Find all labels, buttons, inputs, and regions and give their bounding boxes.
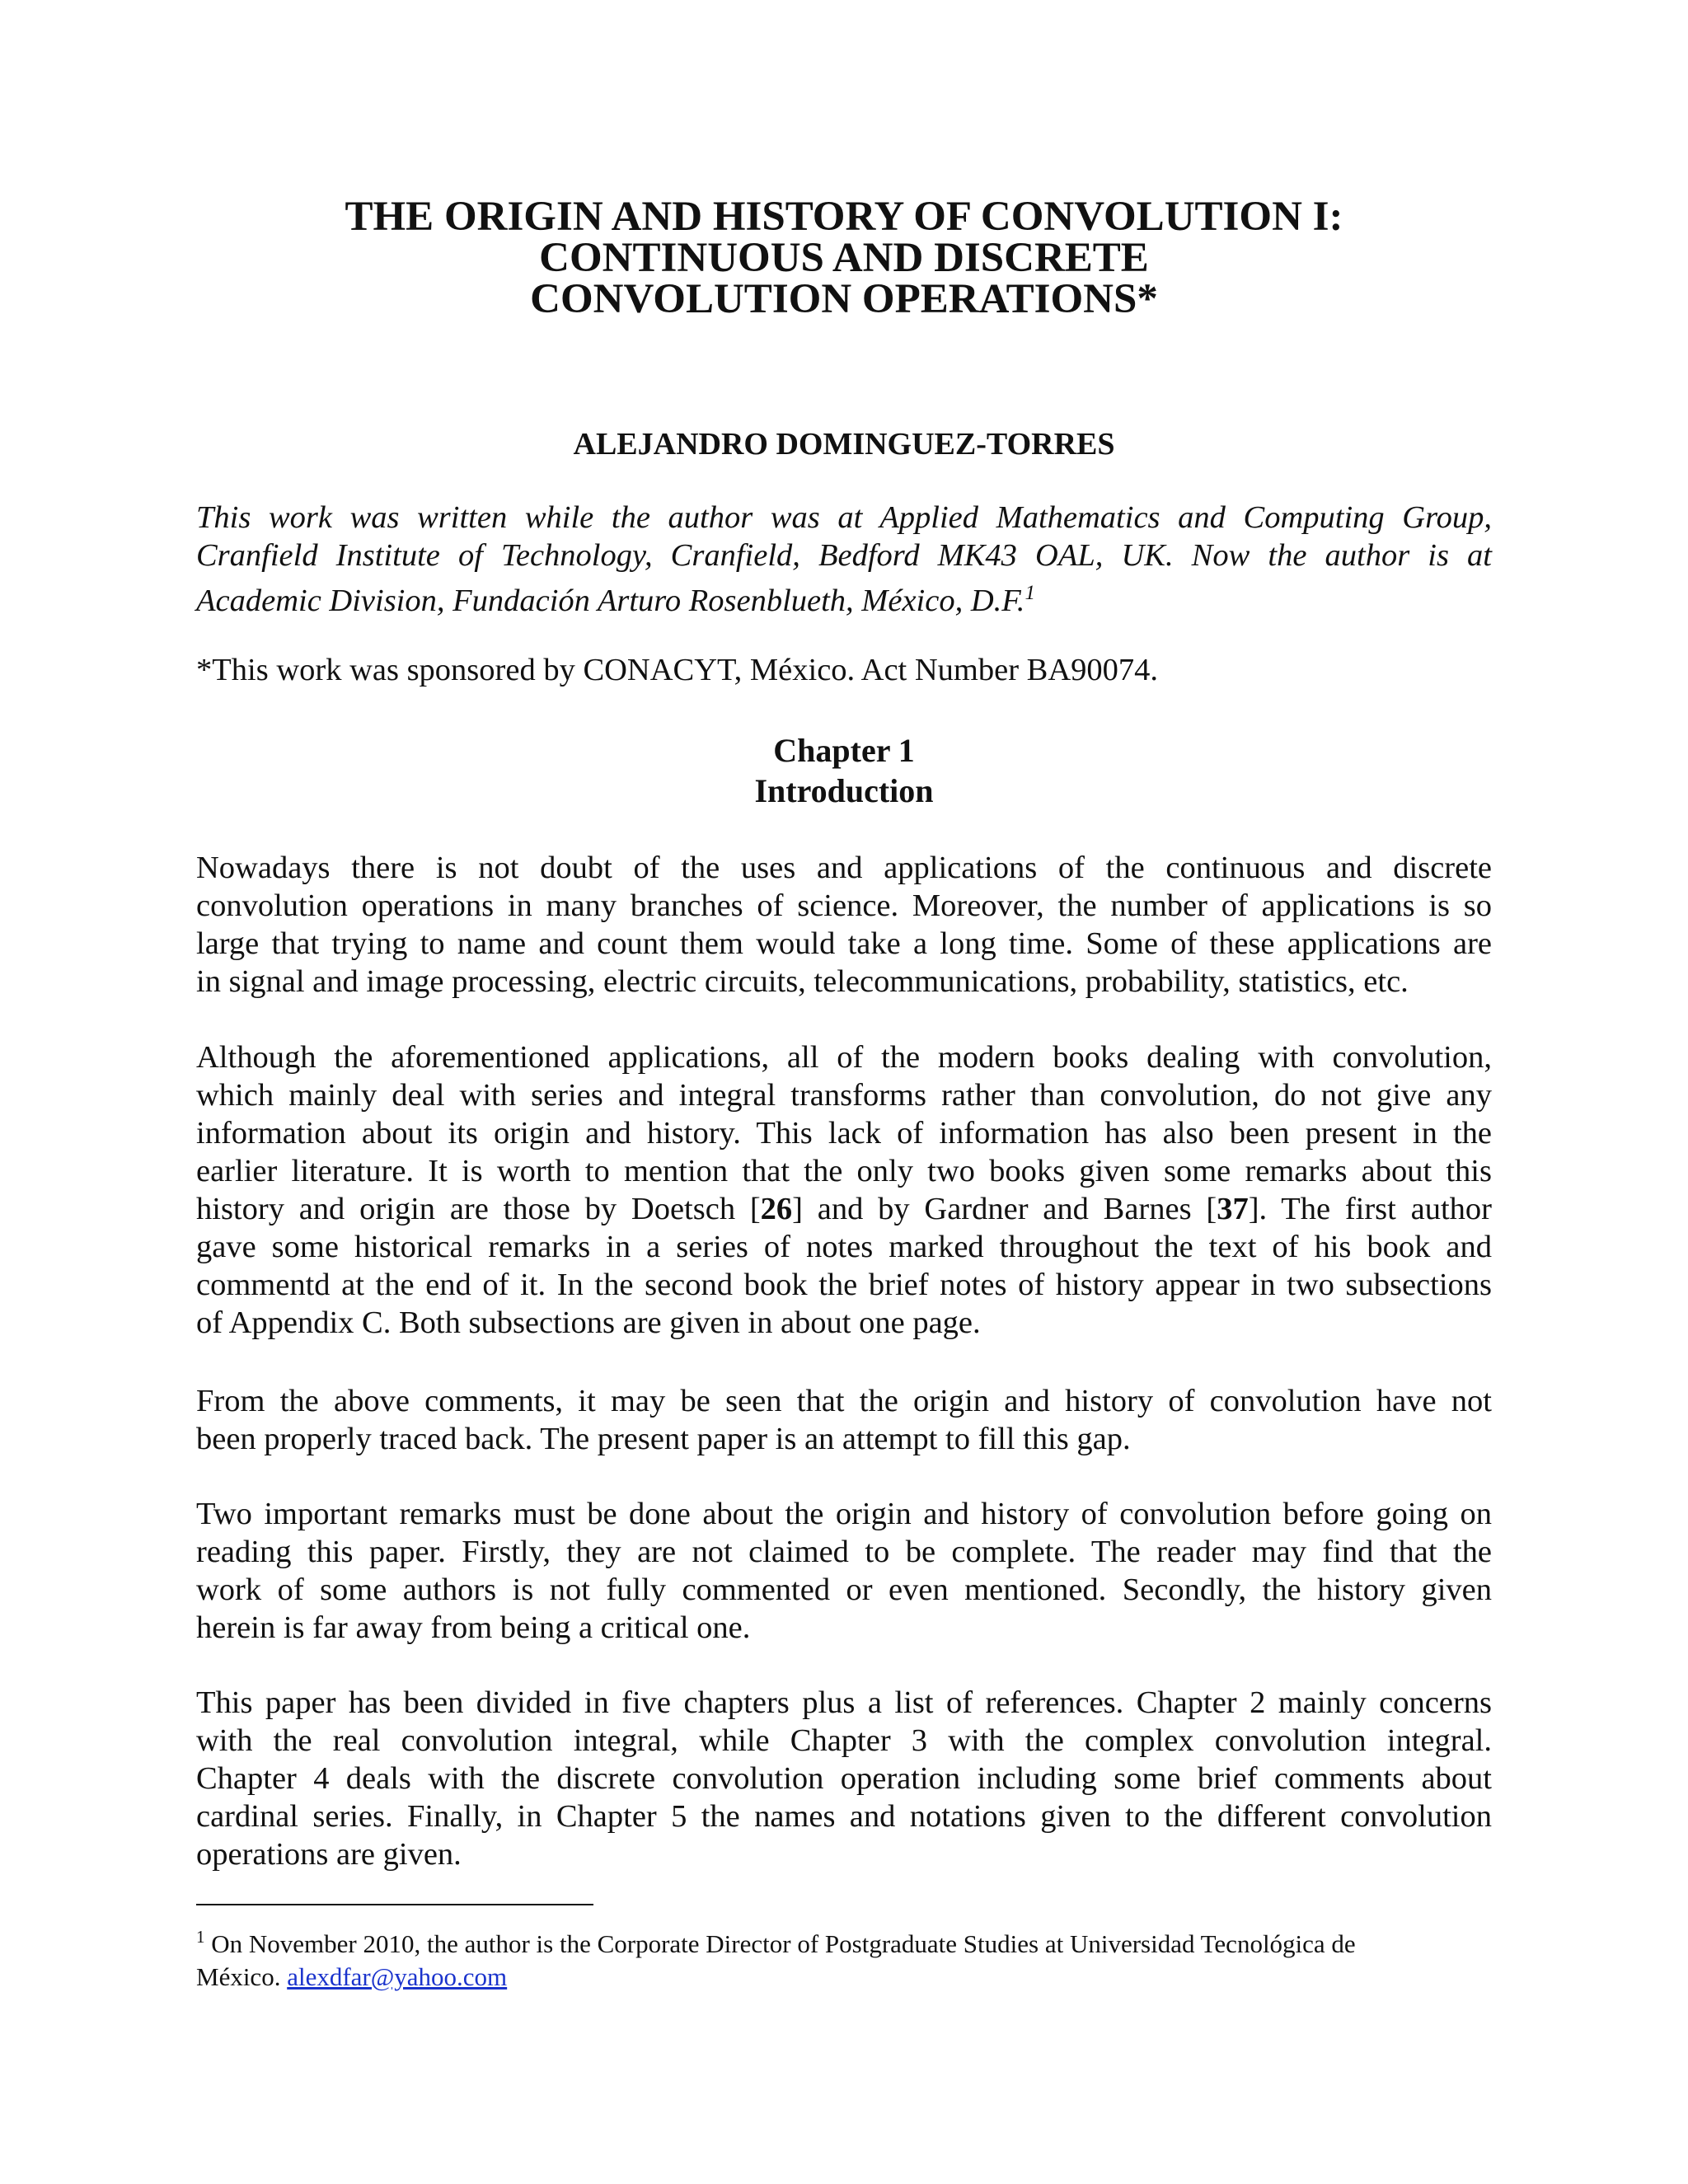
affiliation-line bbox=[196, 574, 1492, 618]
paragraph-line: work of some authors is not fully commented or even mentioned. Secondly, the history given bbox=[196, 1572, 1492, 1607]
footnote-line bbox=[196, 1961, 1515, 1994]
text-segment: history and origin are those by Doetsch [ bbox=[196, 1192, 761, 1226]
paragraph-line: of Appendix C. Both subsections are given in about one page. bbox=[196, 1305, 981, 1340]
paragraph-line: herein is far away from being a critical one. bbox=[196, 1610, 751, 1645]
footnote-divider bbox=[196, 1904, 593, 1905]
paper-title bbox=[0, 196, 1688, 320]
footnote-line bbox=[196, 1920, 1515, 1961]
paragraph-line: with the real convolution integral, while Chapter 3 with the complex convolution integral. bbox=[196, 1723, 1492, 1758]
paragraph-intro bbox=[196, 849, 1492, 1001]
text-segment: ] and by Gardner and Barnes [ bbox=[792, 1192, 1217, 1226]
paragraph-line: Nowadays there is not doubt of the uses and applications of the continuous and discrete bbox=[196, 851, 1492, 885]
paragraph-line: earlier literature. It is worth to mention that the only two books given some remarks about this bbox=[196, 1154, 1492, 1188]
paragraph-line: in signal and image processing, electric circuits, telecommunications, probability, statistics, etc. bbox=[196, 964, 1409, 999]
paragraph-line: large that trying to name and count them would take a long time. Some of these applications are bbox=[196, 926, 1492, 961]
paragraph-line: Although the aforementioned applications, all of the modern books dealing with convolution, bbox=[196, 1040, 1492, 1075]
paragraph-gap bbox=[196, 1382, 1492, 1458]
author-name: ALEJANDRO DOMINGUEZ-TORRES bbox=[573, 427, 1115, 462]
paragraph-line: which mainly deal with series and integral transforms rather than convolution, do not give any bbox=[196, 1078, 1492, 1113]
paragraph-remarks bbox=[196, 1495, 1492, 1647]
paragraph-line: information about its origin and history. This lack of information has also been present in the bbox=[196, 1116, 1492, 1151]
paragraph-line: gave some historical remarks in a series of notes marked throughout the text of his book and bbox=[196, 1230, 1492, 1264]
paragraph-line bbox=[196, 1190, 1492, 1228]
citation-doetsch[interactable]: 26 bbox=[760, 1192, 793, 1226]
footnote-ref-marker: 1 bbox=[1025, 582, 1035, 604]
paragraph-line: From the above comments, it may be seen that the origin and history of convolution have not bbox=[196, 1384, 1492, 1418]
paragraph-line: reading this paper. Firstly, they are not claimed to be complete. The reader may find that the bbox=[196, 1535, 1492, 1569]
affiliation-line-text: Academic Division, Fundación Arturo Rosenblueth, México, D.F. bbox=[196, 583, 1025, 618]
paragraph-line: been properly traced back. The present paper is an attempt to fill this gap. bbox=[196, 1422, 1131, 1456]
paragraph-line: commentd at the end of it. In the second book the brief notes of history appear in two subsections bbox=[196, 1268, 1492, 1302]
citation-gardner-barnes[interactable]: 37 bbox=[1217, 1192, 1249, 1226]
email-link[interactable]: alexdfar@yahoo.com bbox=[287, 1962, 508, 1991]
sponsor-note: *This work was sponsored by CONACYT, México. Act Number BA90074. bbox=[196, 653, 1159, 687]
affiliation-line: This work was written while the author was at Applied Mathematics and Computing Group, bbox=[196, 500, 1492, 535]
paragraph-outline bbox=[196, 1684, 1492, 1873]
footnote bbox=[196, 1920, 1515, 1994]
title-line: CONVOLUTION OPERATIONS* bbox=[530, 276, 1158, 322]
title-line: THE ORIGIN AND HISTORY OF CONVOLUTION I: bbox=[345, 194, 1343, 240]
paragraph-line: cardinal series. Finally, in Chapter 5 the names and notations given to the different convolution bbox=[196, 1799, 1492, 1834]
paragraph-literature bbox=[196, 1038, 1492, 1342]
paragraph-line: Two important remarks must be done about the origin and history of convolution before going on bbox=[196, 1497, 1492, 1531]
affiliation-note bbox=[196, 499, 1492, 618]
chapter-title: Introduction bbox=[754, 772, 934, 809]
title-line: CONTINUOUS AND DISCRETE bbox=[539, 235, 1149, 281]
paragraph-line: Chapter 4 deals with the discrete convolution operation including some brief comments about bbox=[196, 1761, 1492, 1796]
footnote-text: On November 2010, the author is the Corporate Director of Postgraduate Studies at Universidad Tecnológica de bbox=[204, 1929, 1356, 1958]
text-segment: ]. The first author bbox=[1248, 1192, 1492, 1226]
footnote-marker: 1 bbox=[196, 1927, 205, 1947]
paragraph-line: convolution operations in many branches of science. Moreover, the number of applications is so bbox=[196, 888, 1492, 923]
affiliation-line: Cranfield Institute of Technology, Cranfield, Bedford MK43 OAL, UK. Now the author is at bbox=[196, 538, 1492, 573]
footnote-text: México. bbox=[196, 1962, 288, 1991]
paragraph-line: This paper has been divided in five chapters plus a list of references. Chapter 2 mainly concerns bbox=[196, 1685, 1492, 1720]
paragraph-line: operations are given. bbox=[196, 1837, 462, 1872]
chapter-heading bbox=[0, 730, 1688, 811]
chapter-number: Chapter 1 bbox=[773, 732, 915, 769]
